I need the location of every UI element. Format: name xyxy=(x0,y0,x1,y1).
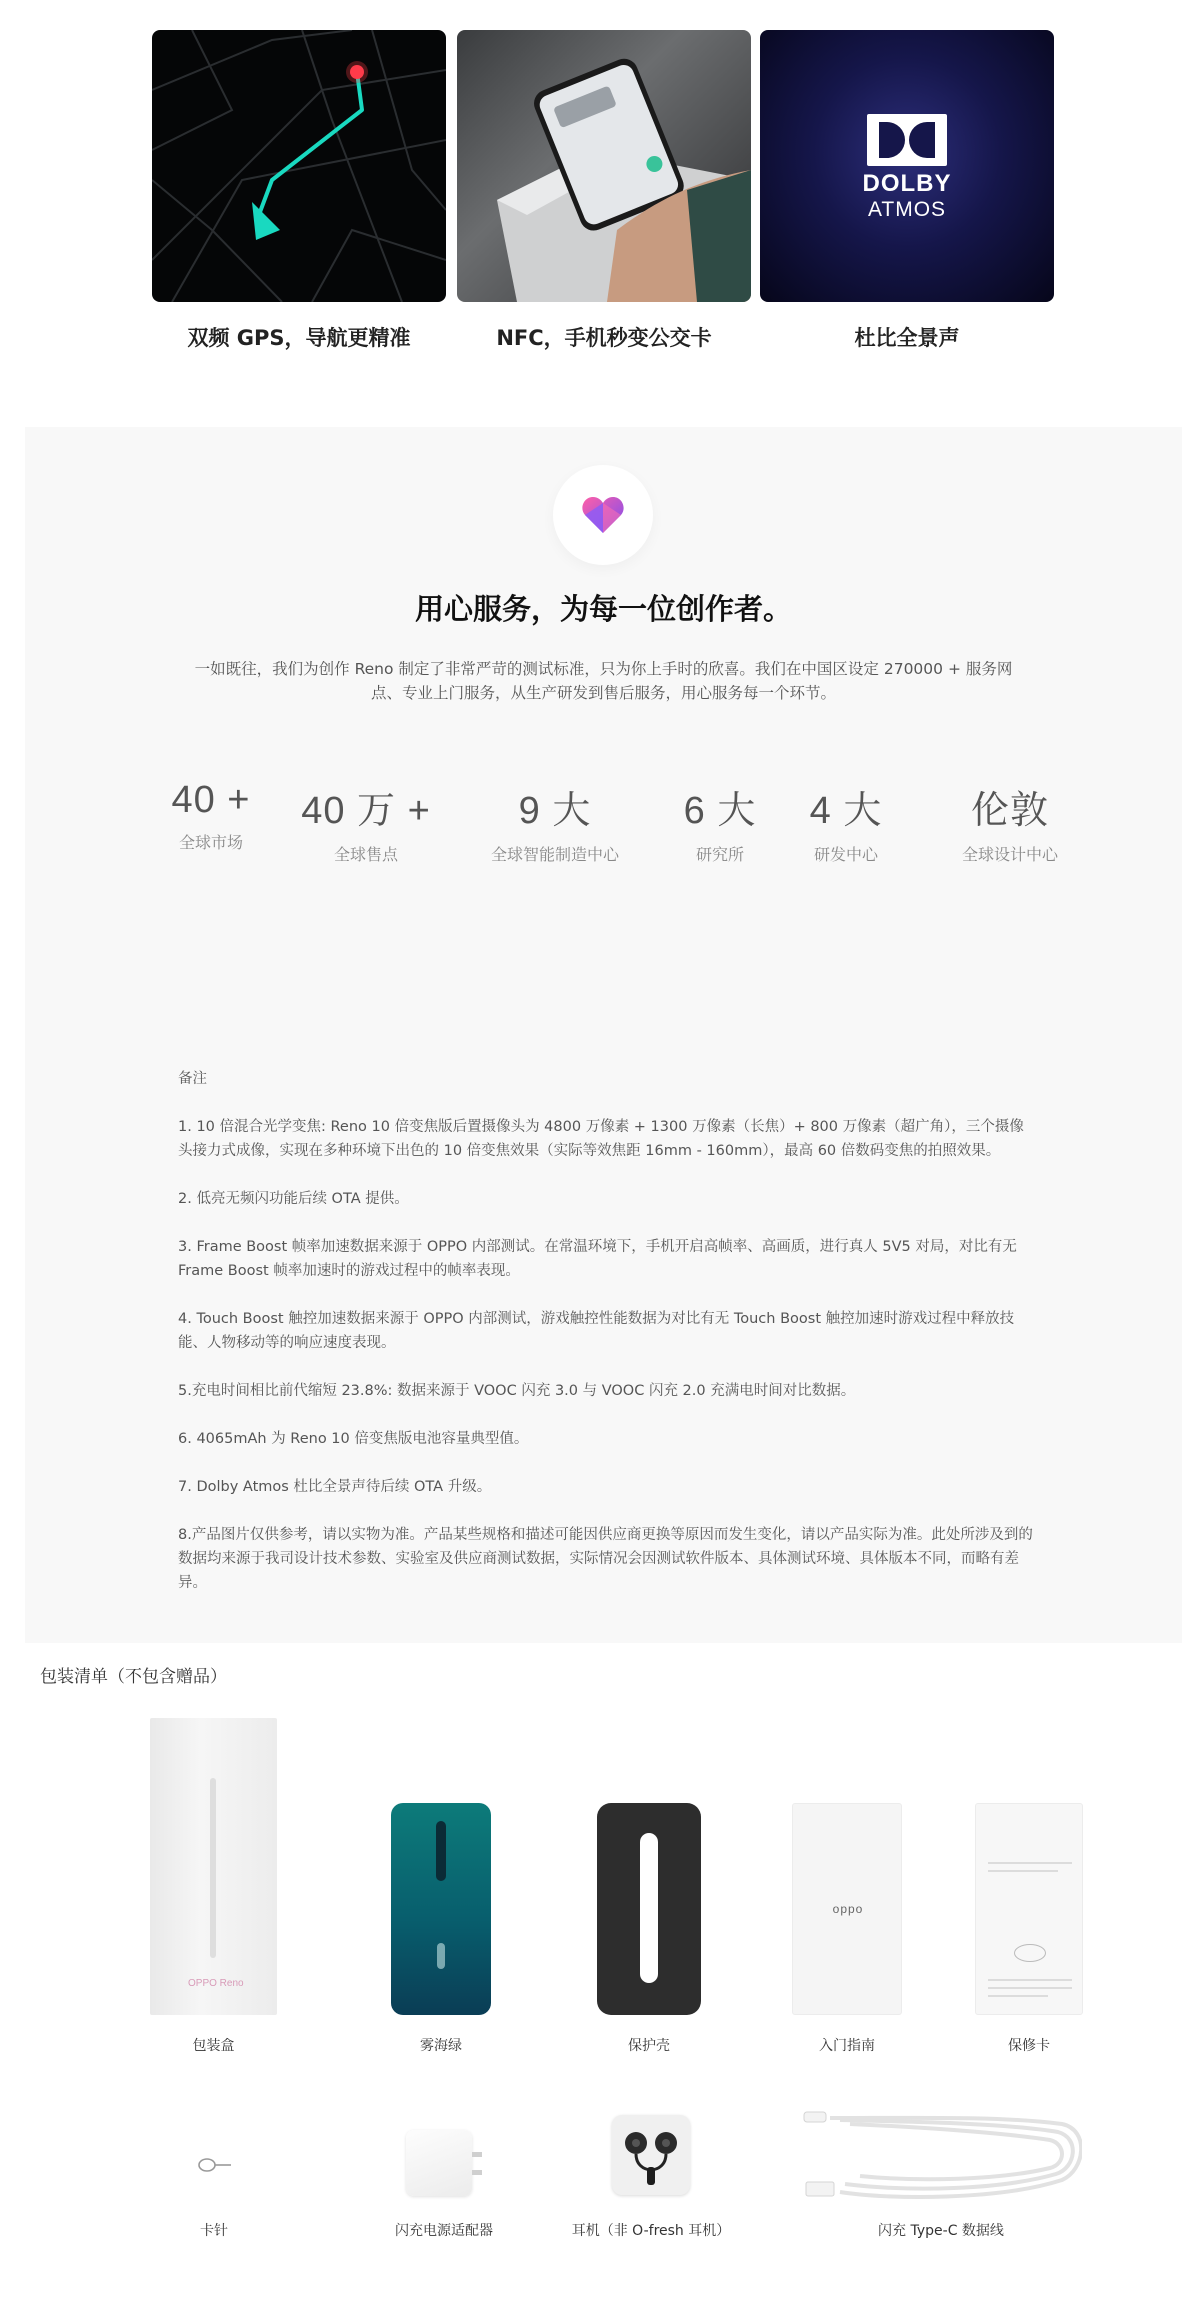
usb-cable-image xyxy=(800,2110,1082,2206)
dolby-logo-icon xyxy=(867,114,947,166)
package-item-label: 入门指南 xyxy=(819,2038,875,2054)
stat-label: 全球智能制造中心 xyxy=(490,845,619,864)
package-item-label: 包装盒 xyxy=(192,2038,235,2054)
notes xyxy=(178,1067,1038,1619)
stat-label: 全球售点 xyxy=(333,845,398,864)
stat-value: 40 + xyxy=(171,779,251,821)
stat-research-institutes xyxy=(665,779,775,865)
package-item-earphones xyxy=(566,2220,736,2240)
stat-label: 研究所 xyxy=(695,845,744,864)
feature-card-dolby xyxy=(760,30,1054,352)
package-item-label: 闪充 Type-C 数据线 xyxy=(878,2223,1004,2239)
feature-card-nfc xyxy=(457,30,751,352)
stat-label: 全球设计中心 xyxy=(961,845,1058,864)
service-section xyxy=(25,427,1182,1643)
note-item: 4. Touch Boost 触控加速数据来源于 OPPO 内部测试，游戏触控性能数据为对比有无 Touch Boost 触控加速时游戏过程中释放技能、人物移动等的响应速度表现。 xyxy=(178,1311,1015,1351)
stat-sales-points xyxy=(291,779,441,865)
package-item-case xyxy=(589,2035,709,2055)
nfc-payment-image xyxy=(457,30,751,302)
note-item: 6. 4065mAh 为 Reno 10 倍变焦版电池容量典型值。 xyxy=(178,1431,529,1447)
package-item-label: 卡针 xyxy=(200,2223,228,2239)
feature-cards xyxy=(152,30,1054,360)
atmos-logo-text: ATMOS xyxy=(867,198,947,221)
feature-caption: 双频 GPS，导航更精准 xyxy=(187,326,411,350)
feature-card-gps xyxy=(152,30,446,352)
service-title: 用心服务，为每一位创作者。 xyxy=(414,592,792,626)
guide-logo-text: oppo xyxy=(832,1902,864,1916)
stat-manufacturing xyxy=(470,779,640,865)
note-item: 3. Frame Boost 帧率加速数据来源于 OPPO 内部测试。在常温环境下，手机开启高帧率、高画质，进行真人 5V5 对局，对比有无 Frame Boost 帧率加速时的游戏过程中的帧率表现。 xyxy=(178,1239,1017,1279)
box-brand-text: OPPO Reno xyxy=(188,1978,244,1989)
heart-icon xyxy=(581,495,625,535)
quick-guide-image xyxy=(792,1803,902,2015)
package-item-label: 耳机（非 O-fresh 耳机） xyxy=(571,2223,731,2239)
case-image xyxy=(597,1803,701,2015)
stat-value: 9 大 xyxy=(518,790,592,832)
dolby-atmos-image xyxy=(760,30,1054,302)
package-item-warranty xyxy=(969,2035,1089,2055)
stat-label: 研发中心 xyxy=(813,845,878,864)
stat-design-center xyxy=(935,779,1085,865)
note-item: 1. 10 倍混合光学变焦: Reno 10 倍变焦版后置摄像头为 4800 万像素 + 1300 万像素（长焦）+ 800 万像素（超广角），三个摄像头接力式成像，实现在多种环境下出色的 10 倍变焦效果（实际等效焦距 16mm - 160mm），最高 60 倍数码变焦的拍照效果。 xyxy=(178,1119,1024,1159)
package-item-label: 保修卡 xyxy=(1008,2038,1050,2054)
package-item-label: 闪充电源适配器 xyxy=(395,2223,493,2239)
stat-label: 全球市场 xyxy=(178,833,243,852)
sim-pin-image xyxy=(197,2155,231,2175)
earphones-image xyxy=(612,2115,690,2195)
package-item-box xyxy=(150,2035,277,2055)
stat-markets xyxy=(151,779,271,853)
package-box-image xyxy=(150,1718,277,2015)
stat-value: 4 大 xyxy=(809,790,883,832)
power-adapter-image xyxy=(406,2130,472,2196)
note-item: 2. 低亮无频闪功能后续 OTA 提供。 xyxy=(178,1191,409,1207)
warranty-card-image xyxy=(975,1803,1083,2015)
note-item: 8.产品图片仅供参考，请以实物为准。产品某些规格和描述可能因供应商更换等原因而发生变化，请以产品实际为准。此处所涉及到的数据均来源于我司设计技术参数、实验室及供应商测试数据，实际情况会因测试软件版本、具体测试环境、具体版本不同，而略有差异。 xyxy=(178,1527,1033,1591)
stat-value: 伦敦 xyxy=(970,790,1049,832)
feature-caption: NFC，手机秒变公交卡 xyxy=(496,326,712,350)
feature-caption: 杜比全景声 xyxy=(854,326,960,350)
stat-value: 6 大 xyxy=(683,790,757,832)
service-description: 一如既往，我们为创作 Reno 制定了非常严苛的测试标准，只为你上手时的欣喜。我们在中国区设定 270000 + 服务网点、专业上门服务，从生产研发到售后服务，用心服务每一个环节。 xyxy=(194,660,1013,702)
stat-value: 40 万 + xyxy=(301,790,431,832)
package-item-label: 保护壳 xyxy=(628,2038,670,2054)
note-item: 7. Dolby Atmos 杜比全景声待后续 OTA 升级。 xyxy=(178,1479,492,1495)
package-item-guide xyxy=(787,2035,907,2055)
package-list-title: 包装清单（不包含赠品） xyxy=(40,1667,227,1687)
package-item-adapter xyxy=(369,2220,519,2240)
note-item: 5.充电时间相比前代缩短 23.8%: 数据来源于 VOOC 闪充 3.0 与 VOOC 闪充 2.0 充满电时间对比数据。 xyxy=(178,1383,856,1399)
package-item-cable xyxy=(846,2220,1036,2240)
package-item-sim-pin xyxy=(154,2220,274,2240)
package-item-label: 雾海绿 xyxy=(420,2038,462,2054)
dolby-logo-text: DOLBY xyxy=(862,170,952,197)
package-item-phone xyxy=(381,2035,501,2055)
stat-rd-centers xyxy=(791,779,901,865)
notes-title: 备注 xyxy=(178,1071,207,1087)
heart-badge xyxy=(553,465,653,565)
phone-image xyxy=(391,1803,491,2015)
map-route-image xyxy=(152,30,446,302)
